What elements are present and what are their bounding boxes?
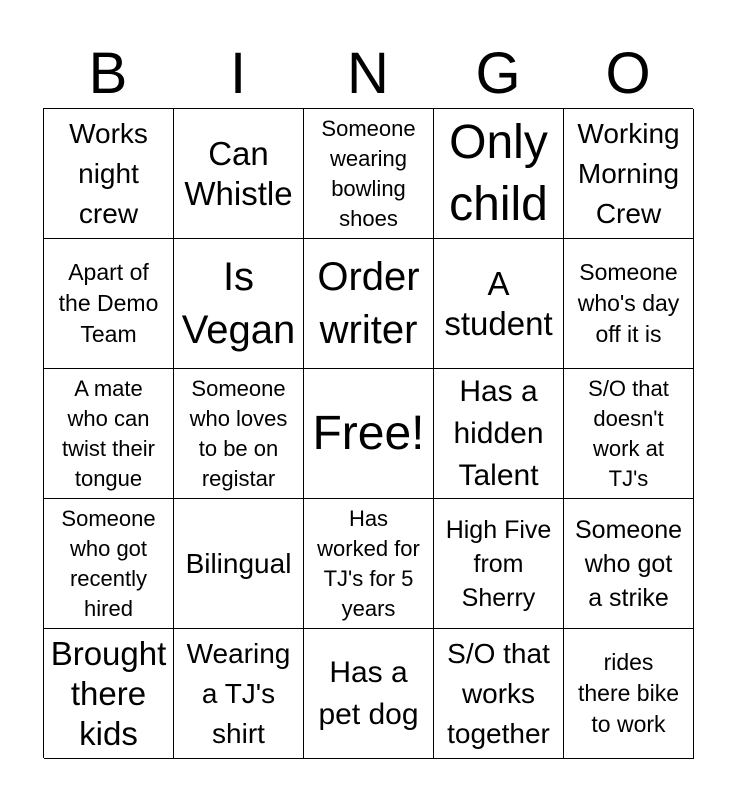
bingo-cell[interactable]: [434, 239, 564, 369]
bingo-cell[interactable]: [434, 369, 564, 499]
bingo-cell[interactable]: [44, 109, 174, 239]
bingo-cell[interactable]: [44, 629, 174, 759]
bingo-cell[interactable]: [434, 629, 564, 759]
header-letter-o: O: [605, 41, 651, 106]
bingo-cell-label: Works night crew: [69, 117, 148, 229]
bingo-cell-label: Only child: [449, 115, 548, 231]
bingo-cell-label: Someone who loves to be on registar: [189, 375, 288, 491]
bingo-cell-label: Has worked for TJ's for 5 years: [317, 505, 420, 621]
bingo-cell[interactable]: [174, 369, 304, 499]
bingo-cell-label: A student: [444, 264, 553, 342]
bingo-cell-label: Bilingual: [185, 547, 292, 579]
bingo-cell-label: S/O that works together: [447, 637, 550, 749]
bingo-cell-label: Free!: [312, 406, 425, 460]
header-letter-b: B: [88, 41, 128, 106]
header-letter-i: I: [229, 41, 247, 106]
bingo-cell[interactable]: [304, 629, 434, 759]
bingo-cell[interactable]: [44, 499, 174, 629]
bingo-cell[interactable]: [564, 239, 694, 369]
bingo-cell[interactable]: [564, 109, 694, 239]
bingo-cell-label: Apart of the Demo Team: [58, 259, 159, 347]
bingo-cell-label: rides there bike to work: [577, 649, 679, 737]
bingo-cell[interactable]: [44, 369, 174, 499]
bingo-cell[interactable]: [174, 239, 304, 369]
bingo-cell[interactable]: [564, 499, 694, 629]
bingo-cell-label: Order writer: [317, 254, 420, 352]
bingo-cell[interactable]: [44, 239, 174, 369]
bingo-cell-label: Has a pet dog: [318, 655, 419, 731]
bingo-cell-label: Brought there kids: [50, 634, 167, 752]
header-letter-g: G: [475, 41, 521, 106]
bingo-cell-label: Working Morning Crew: [577, 117, 680, 229]
bingo-cell[interactable]: [304, 369, 434, 499]
bingo-board: [43, 108, 693, 758]
bingo-cell[interactable]: [564, 369, 694, 499]
bingo-cell-label: Someone who got recently hired: [61, 505, 156, 621]
bingo-cell[interactable]: [174, 109, 304, 239]
bingo-cell-label: S/O that doesn't work at TJ's: [588, 375, 669, 491]
bingo-cell-label: High Five from Sherry: [445, 515, 552, 612]
bingo-cell-label: Wearing a TJ's shirt: [186, 637, 291, 749]
bingo-cell-label: Is Vegan: [181, 254, 296, 352]
bingo-cell[interactable]: [304, 239, 434, 369]
bingo-cell-label: Can Whistle: [184, 134, 293, 212]
bingo-cell[interactable]: [174, 629, 304, 759]
bingo-cell[interactable]: [304, 499, 434, 629]
bingo-cell[interactable]: [434, 499, 564, 629]
bingo-cell[interactable]: [304, 109, 434, 239]
bingo-cell[interactable]: [174, 499, 304, 629]
bingo-cell[interactable]: [564, 629, 694, 759]
bingo-cell-label: Someone who got a strike: [574, 515, 683, 612]
bingo-cell-label: Someone who's day off it is: [577, 259, 680, 347]
bingo-cell-label: A mate who can twist their tongue: [62, 375, 155, 491]
header-letter-n: N: [347, 41, 389, 106]
bingo-cell[interactable]: [434, 109, 564, 239]
bingo-cell-label: Someone wearing bowling shoes: [321, 115, 416, 231]
bingo-header: [43, 40, 693, 108]
bingo-cell-label: Has a hidden Talent: [453, 374, 544, 492]
